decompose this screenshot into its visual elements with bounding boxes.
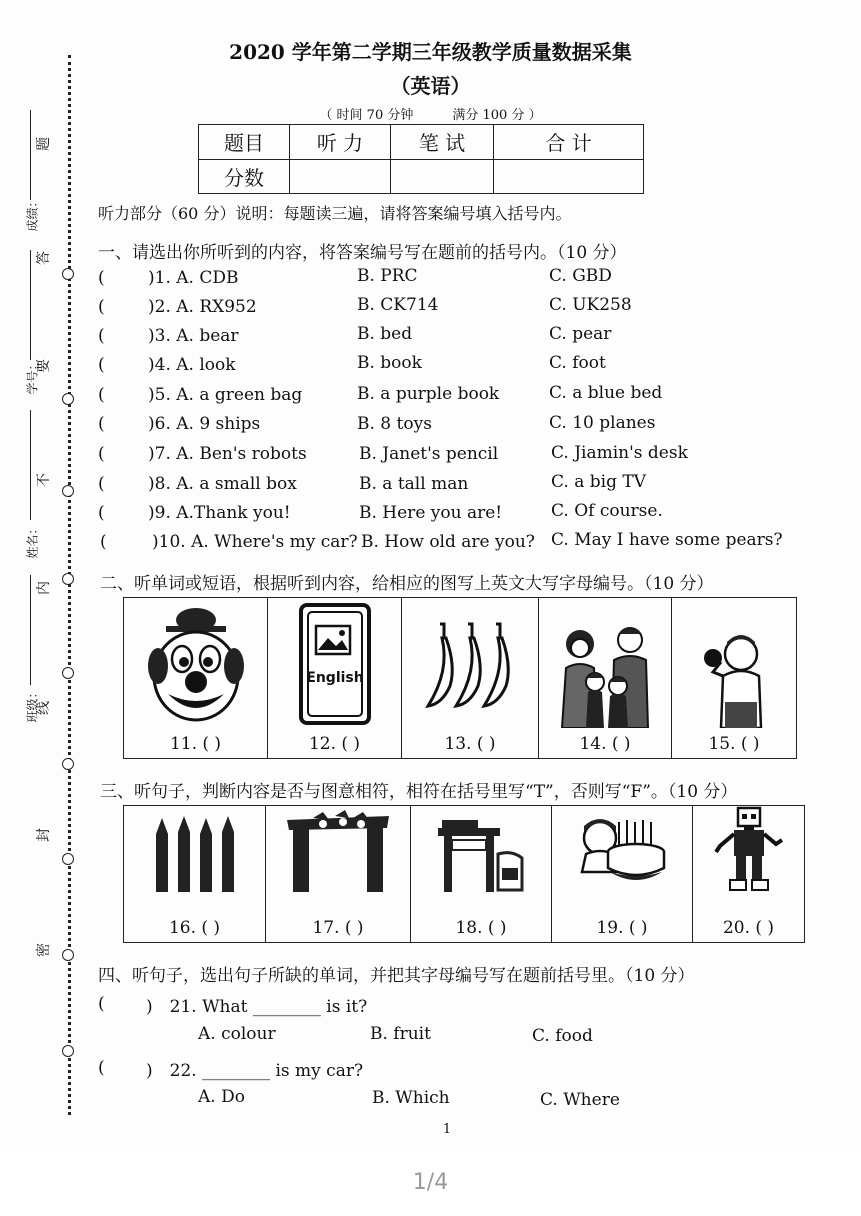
answer-bracket-open: (	[98, 1058, 105, 1078]
name-field-label: 姓名：	[25, 522, 40, 559]
score-table	[198, 124, 644, 194]
option-b: B. book	[357, 353, 422, 373]
student-number-field-line	[30, 250, 31, 360]
question-12-label: 12. ( )	[308, 734, 361, 754]
question-16-label: 16. ( )	[168, 918, 221, 938]
picture-clown	[124, 598, 268, 758]
question-17-label: 17. ( )	[312, 918, 364, 938]
page-number: 1	[442, 1122, 452, 1137]
binding-hole-icon	[62, 573, 74, 585]
margin-char: 不	[36, 473, 52, 487]
option-b: B. bed	[357, 324, 413, 344]
option-c: C. food	[532, 1026, 593, 1046]
binding-hole-icon	[62, 758, 74, 770]
binding-hole-icon	[62, 949, 74, 961]
margin-char: 题	[36, 137, 52, 151]
score-cell	[494, 159, 644, 194]
score-table-header: 笔 试	[391, 125, 494, 160]
option-a: )4. A. look	[148, 355, 236, 375]
listening-instructions: 听力部分（60 分）说明：每题读三遍，请将答案编号填入括号内。	[98, 204, 572, 223]
page-indicator: 1/4	[412, 1170, 449, 1195]
option-a: A. Do	[198, 1087, 245, 1107]
answer-bracket-open: (	[98, 326, 105, 346]
score-field-line	[30, 110, 31, 200]
score-table-header: 题目	[199, 125, 290, 160]
option-c: C. GBD	[549, 266, 612, 286]
picture-desk-bag	[411, 806, 552, 942]
option-b: B. Janet's pencil	[359, 444, 499, 464]
binding-hole-icon	[62, 1045, 74, 1057]
binding-hole-icon	[62, 268, 74, 280]
name-field-line	[30, 410, 31, 520]
birthday-cake-icon	[574, 812, 670, 892]
question-13-label: 13. ( )	[444, 734, 496, 754]
score-table-header: 合 计	[494, 125, 644, 160]
binding-hole-icon	[62, 667, 74, 679]
option-a: )8. A. a small box	[148, 474, 297, 494]
answer-bracket-open: (	[98, 444, 105, 464]
answer-bracket-open: (	[98, 297, 105, 317]
option-c: C. Where	[540, 1090, 620, 1110]
picture-book	[268, 598, 402, 758]
question-19-label: 19. ( )	[596, 918, 648, 938]
section2-picture-row	[123, 597, 797, 759]
option-c: C. a big TV	[551, 472, 646, 492]
class-field-label: 班级：	[25, 686, 40, 723]
score-row-label: 分数	[199, 159, 290, 194]
option-c: C. foot	[549, 353, 606, 373]
student-number-field-label: 学号：	[25, 358, 40, 395]
option-b: B. Which	[372, 1088, 450, 1108]
book-cover-word: English	[305, 670, 364, 686]
answer-bracket-open: (	[98, 268, 105, 288]
question-14-label: 14. ( )	[579, 734, 631, 754]
man-eating-icon	[699, 632, 769, 728]
option-a: )6. A. 9 ships	[148, 414, 261, 434]
option-b: B. PRC	[357, 266, 418, 286]
score-table-header: 听 力	[290, 125, 391, 160]
score-cell	[290, 159, 391, 194]
margin-char: 线	[36, 701, 52, 715]
answer-bracket-open: (	[98, 994, 105, 1014]
answer-bracket-open: (	[98, 355, 105, 375]
desk-schoolbag-icon	[436, 810, 526, 894]
picture-robot	[693, 806, 804, 942]
binding-hole-icon	[62, 393, 74, 405]
score-cell	[391, 159, 494, 194]
option-c: C. pear	[549, 324, 612, 344]
section2-title: 二、听单词或短语，根据听到内容，给相应的图写上英文大写字母编号。（10 分）	[100, 574, 714, 594]
option-c: C. a blue bed	[549, 383, 663, 403]
option-b: B. a tall man	[359, 474, 469, 494]
option-c: C. UK258	[549, 295, 632, 315]
picture-family	[539, 598, 672, 758]
section4-title: 四、听句子，选出句子所缺的单词，并把其字母编号写在题前括号里。（10 分）	[98, 966, 695, 986]
picture-man-eating	[672, 598, 796, 758]
option-c: C. Of course.	[551, 501, 663, 521]
option-b: B. a purple book	[357, 384, 500, 404]
question-22-stem: ) 22. ________ is my car?	[146, 1061, 364, 1081]
answer-bracket-open: (	[98, 414, 105, 434]
option-a: )10. A. Where's my car?	[152, 532, 358, 552]
score-field-label: 成绩：	[25, 195, 40, 232]
option-a: A. colour	[198, 1024, 276, 1044]
picture-crayons	[124, 806, 266, 942]
class-field-line	[30, 575, 31, 685]
option-b: B. Here you are!	[359, 503, 503, 523]
option-c: C. Jiamin's desk	[551, 443, 688, 463]
clown-face-icon	[146, 604, 246, 724]
book-icon	[298, 602, 372, 726]
margin-char: 要	[36, 359, 52, 373]
option-c: C. 10 planes	[549, 413, 656, 433]
option-a: )7. A. Ben's robots	[148, 444, 307, 464]
margin-char: 密	[36, 943, 52, 957]
section3-title: 三、听句子，判断内容是否与图意相符，相符在括号里写“T”，否则写“F”。（10 分）	[100, 782, 738, 802]
answer-bracket-open: (	[100, 532, 107, 552]
margin-char: 内	[36, 581, 52, 595]
exam-title: 2020 学年第二学期三年级教学质量数据采集	[229, 40, 632, 64]
option-b: B. fruit	[370, 1024, 431, 1044]
gate-birds-icon	[283, 810, 393, 894]
question-18-label: 18. ( )	[455, 918, 507, 938]
binding-hole-icon	[62, 485, 74, 497]
option-b: B. How old are you?	[361, 532, 535, 552]
picture-birthday-cake	[552, 806, 693, 942]
exam-subject: （英语）	[390, 74, 471, 98]
option-a: )3. A. bear	[148, 326, 239, 346]
margin-char: 封	[36, 828, 52, 842]
option-a: )1. A. CDB	[148, 268, 239, 288]
margin-char: 答	[36, 251, 52, 265]
question-21-stem: ) 21. What ________ is it?	[146, 997, 368, 1017]
option-a: )5. A. a green bag	[148, 385, 303, 405]
option-c: C. May I have some pears?	[551, 530, 783, 550]
option-b: B. CK714	[357, 295, 439, 315]
picture-bananas	[402, 598, 539, 758]
question-11-label: 11. ( )	[169, 734, 222, 754]
crayons-icon	[150, 814, 240, 894]
option-b: B. 8 toys	[357, 414, 432, 434]
answer-bracket-open: (	[98, 474, 105, 494]
section1-title: 一、请选出你所听到的内容，将答案编号写在题前的括号内。（10 分）	[98, 243, 627, 263]
section3-picture-row	[123, 805, 805, 943]
answer-bracket-open: (	[98, 503, 105, 523]
robot-icon	[714, 806, 784, 892]
answer-bracket-open: (	[98, 385, 105, 405]
family-icon	[550, 620, 660, 728]
bananas-icon	[420, 616, 520, 716]
question-20-label: 20. ( )	[722, 918, 775, 938]
option-a: )9. A.Thank you!	[148, 503, 291, 523]
option-a: )2. A. RX952	[148, 297, 257, 317]
question-15-label: 15. ( )	[708, 734, 760, 754]
binding-hole-icon	[62, 853, 74, 865]
exam-meta: （ 时间 70 分钟 满分 100 分 ）	[319, 108, 542, 123]
picture-gate-birds	[266, 806, 411, 942]
